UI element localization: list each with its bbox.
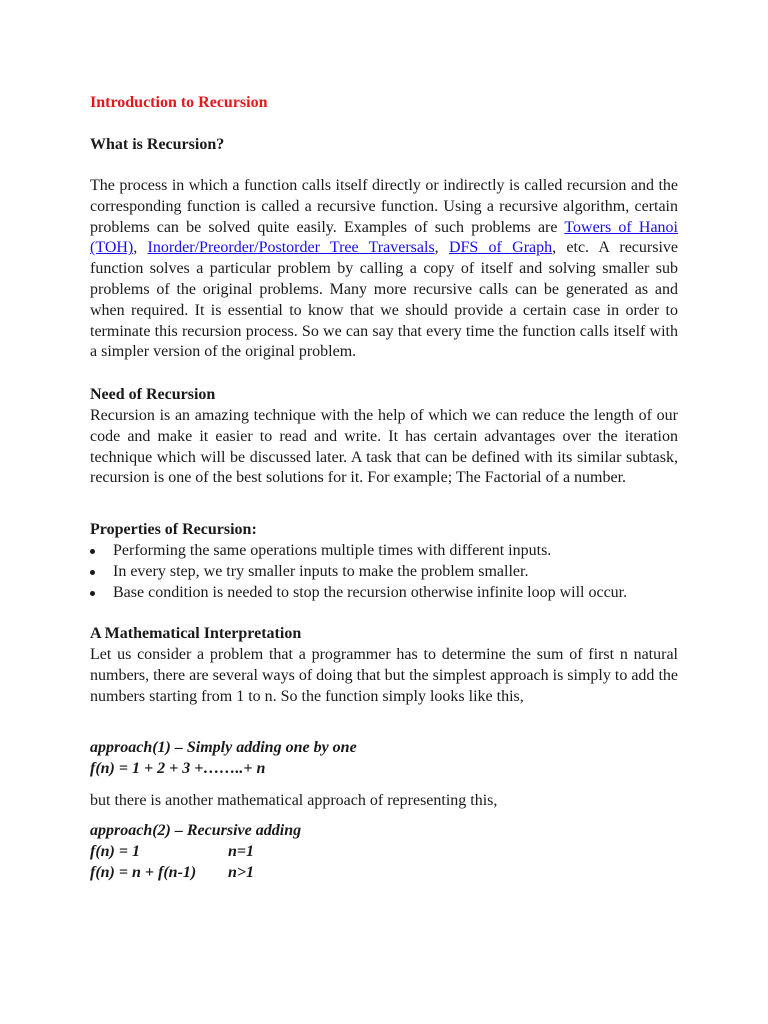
list-item: [90, 583, 678, 604]
approach-1-label: approach(1) – Simply adding one by one: [90, 739, 357, 756]
heading-mathematical-interpretation: A Mathematical Interpretation: [90, 625, 302, 642]
link-tree-traversals[interactable]: Inorder/Preorder/Postorder Tree Traversals: [147, 239, 435, 257]
link-separator: ,: [133, 239, 148, 257]
formula-condition: n=1: [228, 843, 255, 860]
formula-lhs: f(n) = n + f(n-1): [90, 864, 197, 881]
paragraph-need-of-recursion: Recursion is an amazing technique with the help of which we can reduce the length of our code and make it easier to read and write. It has certain advantages over the iteration technique which will be discussed later. A task that can be defined with its similar subtask, recursion is one of the best solutions for it. For example; The Factorial of a number.: [90, 407, 678, 487]
paragraph-between-approaches: but there is another mathematical approach of representing this,: [90, 792, 498, 809]
page-title: Introduction to Recursion: [90, 94, 268, 111]
list-item-text: In every step, we try smaller inputs to make the problem smaller.: [113, 562, 529, 580]
bullet-icon: [90, 591, 95, 596]
approach-1-formula: f(n) = 1 + 2 + 3 +……..+ n: [90, 760, 266, 777]
properties-list: [90, 541, 678, 603]
approach-2-label: approach(2) – Recursive adding: [90, 822, 302, 839]
paragraph-text-start: The process in which a function calls itself directly or indirectly is called recursion and the corresponding function is called a recursive function. Using a recursive algorithm, certain problems can be solved quite easily. Examples of such problems are: [90, 177, 678, 236]
heading-need-of-recursion: Need of Recursion: [90, 386, 216, 403]
paragraph-what-is-recursion: [90, 176, 678, 363]
formula-lhs: f(n) = 1: [90, 843, 140, 860]
link-dfs-of-graph[interactable]: DFS of Graph: [448, 239, 553, 257]
list-item: [90, 541, 678, 562]
list-item: [90, 562, 678, 583]
paragraph-text-end: , etc. A recursive function solves a particular problem by calling a copy of itself and solving smaller sub problems of the original problems. Many more recursive calls can be generated as and when required. It is essential to know that we should provide a certain case in order to terminate this recursion process. So we can say that every time the function calls itself with a simpler version of the original problem.: [90, 239, 679, 361]
formula-condition: n>1: [228, 864, 255, 881]
approach-2-row-base: [90, 842, 678, 863]
list-item-text: Performing the same operations multiple times with different inputs.: [113, 542, 552, 559]
paragraph-mathematical-interpretation: Let us consider a problem that a programmer has to determine the sum of first n natural numbers, there are several ways of doing that but the simplest approach is simply to add the numbers starting from 1 to n. So the function simply looks like this,: [90, 646, 678, 705]
link-towers-of-hanoi[interactable]: Towers of Hanoi (TOH): [90, 218, 679, 257]
approach-2-row-recursive: [90, 863, 678, 884]
bullet-icon: [90, 549, 95, 554]
list-item-text: Base condition is needed to stop the recursion otherwise infinite loop will occur.: [113, 583, 628, 601]
heading-what-is-recursion: What is Recursion?: [90, 136, 225, 153]
bullet-icon: [90, 570, 95, 575]
heading-properties-of-recursion: Properties of Recursion:: [90, 521, 257, 538]
link-separator: ,: [434, 239, 449, 257]
